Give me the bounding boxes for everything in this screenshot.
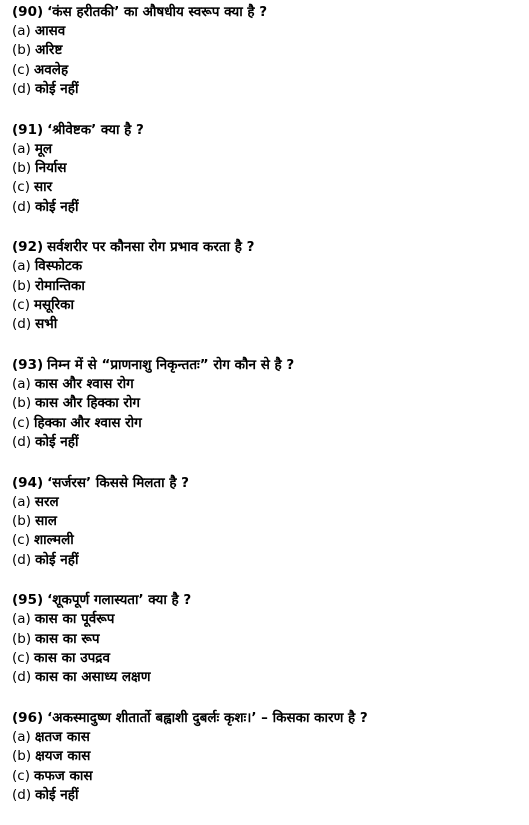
question-number: (90) [12, 4, 44, 20]
option-text: कास और हिक्का रोग [35, 395, 141, 412]
option-letter: (c) [12, 297, 30, 314]
option-text: कास का उपद्रव [33, 649, 110, 666]
question-93 [12, 355, 522, 453]
option-b [12, 394, 522, 413]
option-c [12, 649, 522, 668]
option-letter: (c) [12, 414, 30, 431]
option-text: साल [35, 512, 57, 529]
question-number: (91) [12, 121, 44, 138]
question-text [12, 2, 522, 22]
option-b [12, 277, 522, 296]
option-text: हिक्का और श्वास रोग [33, 414, 142, 431]
question-number: (92) [12, 239, 44, 256]
option-a [12, 493, 522, 512]
option-b [12, 630, 522, 649]
option-text: कास का पूर्वरूप [34, 611, 115, 628]
option-a [12, 610, 522, 629]
option-letter: (d) [12, 669, 32, 686]
option-text: कास का असाध्य लक्षण [35, 669, 151, 686]
question-body: ‘श्रीवेष्टक’ क्या है ? [47, 121, 144, 138]
question-body: सर्वशरीर पर कौनसा रोग प्रभाव करता है ? [47, 239, 255, 256]
question-number: (96) [12, 709, 44, 726]
option-text: शाल्मली [33, 532, 74, 549]
option-letter: (b) [12, 512, 32, 529]
option-letter: (b) [12, 748, 32, 765]
option-text: क्षतज कास [34, 728, 90, 745]
option-text: कफज कास [33, 767, 93, 784]
option-letter: (c) [12, 767, 30, 784]
option-letter: (a) [12, 493, 31, 510]
option-text: रोमान्तिका [35, 277, 85, 294]
option-d [12, 433, 522, 452]
question-body: निम्न में से “प्राणनाशु निकृन्ततः” रोग कौन से है ? [47, 356, 295, 373]
option-c [12, 178, 522, 197]
option-text: कोई नहीं [35, 786, 79, 803]
question-91 [12, 120, 522, 218]
option-text: कोई नहीं [35, 434, 79, 451]
option-text: सार [33, 179, 53, 196]
option-d [12, 551, 522, 570]
option-letter: (c) [12, 532, 30, 549]
option-c [12, 61, 522, 80]
option-letter: (c) [12, 649, 30, 666]
option-text: मसूरिका [33, 297, 75, 314]
option-text: सभी [35, 316, 58, 333]
question-text [12, 355, 522, 375]
question-92 [12, 237, 522, 335]
option-text: कोई नहीं [35, 81, 79, 98]
option-letter: (d) [12, 551, 32, 568]
option-text: अरिष्ट [35, 42, 63, 59]
option-text: मूल [34, 140, 53, 157]
question-96 [12, 708, 522, 806]
option-text: कोई नहीं [35, 551, 79, 568]
option-letter: (a) [12, 611, 31, 628]
question-text [12, 473, 522, 493]
option-letter: (b) [12, 630, 32, 647]
option-text: कोई नहीं [35, 198, 79, 215]
option-d [12, 198, 522, 217]
option-b [12, 41, 522, 60]
option-c [12, 767, 522, 786]
question-number: (95) [12, 592, 44, 609]
question-body: ‘शूकपूर्ण गलास्यता’ क्या है ? [47, 592, 192, 609]
option-letter: (a) [12, 728, 31, 745]
option-b [12, 747, 522, 766]
option-a [12, 375, 522, 394]
option-b [12, 512, 522, 531]
option-letter: (d) [12, 434, 32, 451]
question-95 [12, 590, 522, 688]
option-d [12, 786, 522, 805]
option-letter: (a) [12, 140, 31, 157]
option-b [12, 159, 522, 178]
option-letter: (c) [12, 61, 30, 78]
option-letter: (b) [12, 395, 32, 412]
option-a [12, 728, 522, 747]
question-text [12, 237, 522, 257]
option-text: विस्फोटक [34, 258, 83, 275]
question-page [12, 2, 522, 825]
option-text: कास का रूप [35, 630, 100, 647]
question-text [12, 708, 522, 728]
option-a [12, 140, 522, 159]
option-d [12, 668, 522, 687]
option-letter: (a) [12, 375, 31, 392]
option-letter: (a) [12, 23, 31, 39]
option-letter: (d) [12, 316, 32, 333]
option-c [12, 531, 522, 550]
option-d [12, 315, 522, 334]
option-letter: (d) [12, 198, 32, 215]
option-c [12, 414, 522, 433]
question-text [12, 120, 522, 140]
question-text [12, 590, 522, 610]
option-d [12, 80, 522, 99]
option-letter: (c) [12, 179, 30, 196]
option-c [12, 296, 522, 315]
option-letter: (d) [12, 81, 32, 98]
option-letter: (a) [12, 258, 31, 275]
option-a [12, 257, 522, 276]
option-a [12, 22, 522, 41]
option-letter: (d) [12, 786, 32, 803]
question-number: (94) [12, 474, 44, 491]
question-number: (93) [12, 356, 44, 373]
question-90 [12, 2, 522, 100]
option-letter: (b) [12, 277, 32, 294]
option-text: कास और श्वास रोग [34, 375, 134, 392]
option-text: निर्यास [35, 160, 67, 177]
question-body: ‘अकस्मादुष्ण शीतार्तो बह्वाशी दुबर्लः कृशः।’ – किसका कारण है ? [47, 709, 368, 726]
option-text: क्षयज कास [35, 748, 91, 765]
question-body: ‘सर्जरस’ किससे मिलता है ? [47, 474, 190, 491]
option-text: आसव [34, 23, 66, 39]
question-94 [12, 473, 522, 571]
question-body: ‘कंस हरीतकी’ का औषधीय स्वरूप क्या है ? [47, 4, 268, 20]
option-letter: (b) [12, 42, 32, 59]
option-letter: (b) [12, 160, 32, 177]
option-text: अवलेह [33, 61, 69, 78]
option-text: सरल [34, 493, 59, 510]
